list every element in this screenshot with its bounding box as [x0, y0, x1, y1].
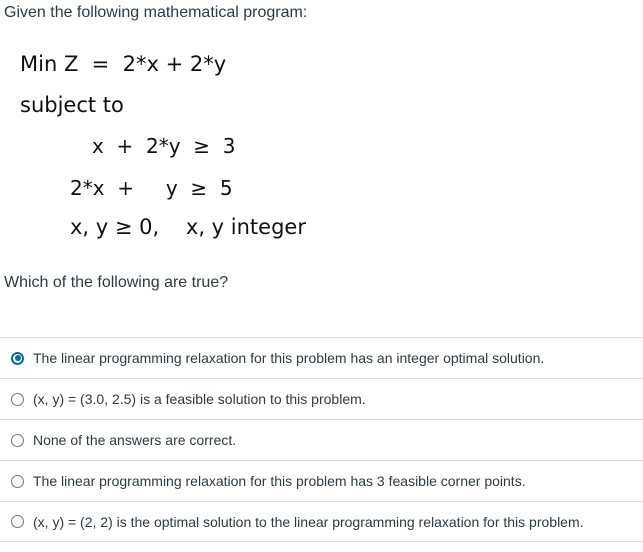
constraint-2: 2*x + y ≥ 5: [70, 176, 233, 200]
answer-option-2[interactable]: [0, 378, 643, 419]
answer-option-5[interactable]: [0, 501, 643, 542]
radio-icon[interactable]: [11, 515, 24, 528]
constraint-3: x, y ≥ 0, x, y integer: [70, 215, 306, 239]
subject-to-label: subject to: [20, 93, 124, 117]
constraint-1: x + 2*y ≥ 3: [92, 134, 236, 158]
answer-list: [0, 337, 643, 542]
radio-icon[interactable]: [11, 434, 24, 447]
answer-label: The linear programming relaxation for this problem has an integer optimal solution.: [33, 350, 545, 366]
answer-label: The linear programming relaxation for this problem has 3 feasible corner points.: [33, 473, 526, 489]
answer-label: (x, y) = (2, 2) is the optimal solution to the linear programming relaxation for this problem.: [33, 513, 584, 530]
answer-option-3[interactable]: [0, 419, 643, 460]
answer-option-1[interactable]: [0, 337, 643, 378]
objective-function: Min Z = 2*x + 2*y: [20, 52, 227, 76]
answer-option-4[interactable]: [0, 460, 643, 501]
math-program: [0, 0, 643, 260]
question-text: Which of the following are true?: [4, 274, 229, 291]
intro-text: Given the following mathematical program:: [4, 4, 308, 21]
radio-icon[interactable]: [11, 393, 24, 406]
answer-label: None of the answers are correct.: [33, 432, 237, 448]
answer-label: (x, y) = (3.0, 2.5) is a feasible solution to this problem.: [33, 391, 366, 407]
radio-icon[interactable]: [11, 475, 24, 488]
radio-selected-icon[interactable]: [11, 352, 24, 365]
